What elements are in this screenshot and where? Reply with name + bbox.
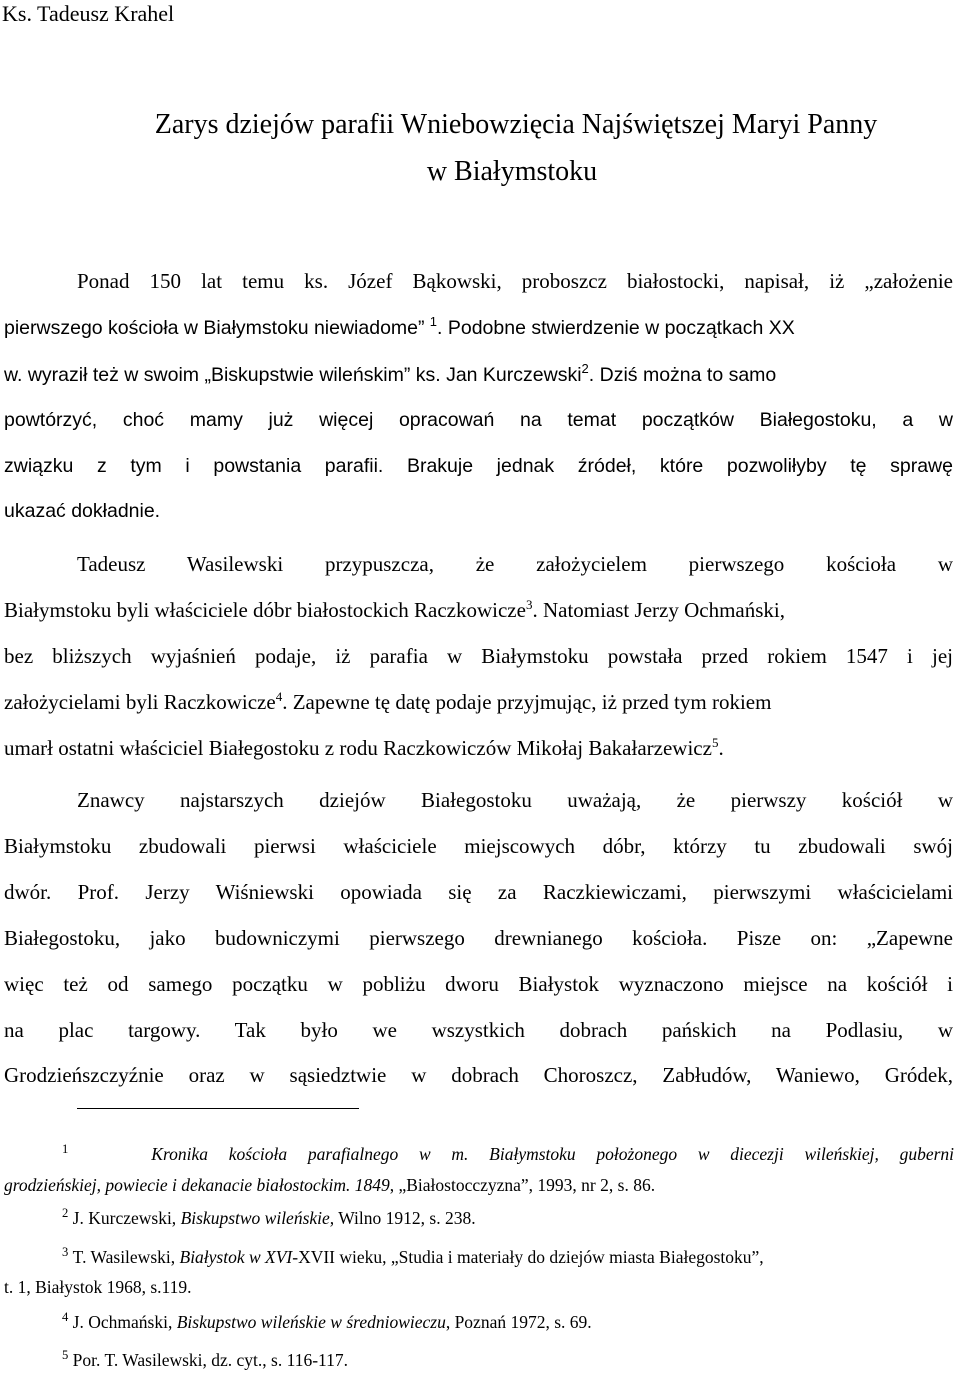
text-run: .: [718, 736, 724, 760]
text-run: w. wyraził też w swoim „Biskupstwie wileńskim” ks. Jan Kurczewski: [4, 364, 582, 386]
text-run: . Natomiast Jerzy Ochmański,: [532, 598, 785, 622]
text-run: Biskupstwo wileńskie w średniowieczu: [176, 1312, 446, 1332]
text-run: Białystok w XVI-: [179, 1247, 299, 1267]
text-run: Wilno 1912, s. 238.: [334, 1208, 476, 1228]
text-line: [4, 314, 795, 341]
text-line: bez bliższych wyjaśnień podaje, iż parafia w Białymstoku powstała przed rokiem 1547 i jej: [4, 644, 953, 668]
text-run: . Podobne stwierdzenie w początkach XX: [437, 317, 795, 339]
text-run: T. Wasilewski,: [72, 1247, 180, 1267]
footnote-5: [62, 1349, 348, 1371]
text-line: więc też od samego początku w pobliżu dworu Białystok wyznaczono miejsce na kościół i: [4, 972, 953, 996]
text-run: pierwszego kościoła w Białymstoku niewiadome”: [4, 317, 425, 339]
text-line: Znawcy najstarszych dziejów Białegostoku uważają, że pierwszy kościół w: [77, 788, 953, 812]
text-line: [4, 735, 724, 761]
text-line: Białymstoku zbudowali pierwsi właściciele miejscowych dóbr, którzy tu zbudowali swój: [4, 834, 953, 858]
footnote-ref-4[interactable]: 4: [275, 689, 283, 704]
text-line: [4, 597, 785, 623]
footnote-ref-3[interactable]: 3: [525, 597, 533, 612]
footnote-ref-2[interactable]: 2: [581, 361, 589, 376]
text-line: powtórzyć, choć mamy już więcej opracowań na temat początków Białegostoku, a w: [4, 409, 953, 431]
footnote-3: [62, 1246, 764, 1268]
text-run: J. Ochmański,: [72, 1312, 177, 1332]
author-name: Ks. Tadeusz Krahel: [2, 1, 175, 26]
text-line: związku z tym i powstania parafii. Brakuje jednak źródeł, które pozwoliłyby tę sprawę: [4, 455, 953, 477]
text-run: Białymstoku byli właściciele dóbr białostockich Raczkowicze: [4, 598, 526, 622]
text-run: XVII wieku, „Studia i materiały do dziejów miasta Białegostoku”,: [298, 1247, 764, 1267]
title-line-2: w Białymstoku: [426, 156, 598, 187]
text-line: dwór. Prof. Jerzy Wiśniewski opowiada się za Raczkiewiczami, pierwszymi właścicielami: [4, 880, 953, 904]
footnote-separator: [77, 1108, 359, 1109]
footnote-number: 2: [62, 1206, 69, 1221]
footnote-number: 3: [62, 1245, 69, 1260]
footnote-number: 4: [62, 1310, 69, 1325]
text-run: Biskupstwo wileńskie,: [180, 1208, 335, 1228]
text-line: Tadeusz Wasilewski przypuszcza, że założycielem pierwszego kościoła w: [77, 552, 953, 576]
footnote-number: 5: [62, 1348, 69, 1363]
text-run: grodzieńskiej, powiecie i dekanacie białostockim. 1849: [4, 1175, 390, 1195]
text-line: na plac targowy. Tak było we wszystkich dobrach pańskich na Podlasiu, w: [4, 1018, 953, 1042]
text-run: Por. T. Wasilewski, dz. cyt., s. 116-117.: [72, 1350, 349, 1370]
footnote-3-cont: t. 1, Białystok 1968, s.119.: [4, 1277, 192, 1297]
text-line: [4, 689, 771, 715]
text-line: ukazać dokładnie.: [4, 500, 161, 522]
text-line: Białegostoku, jako budowniczymi pierwszego drewnianego kościoła. Pisze on: „Zapewne: [4, 926, 953, 950]
text-run: J. Kurczewski,: [72, 1208, 181, 1228]
footnote-1-cont: [4, 1174, 655, 1196]
text-run: . Dziś można to samo: [588, 364, 777, 386]
footnote-4: [62, 1311, 592, 1333]
footnote-2: [62, 1207, 476, 1229]
footnote-ref-5[interactable]: 5: [711, 735, 719, 750]
footnote-number: 1: [62, 1142, 69, 1157]
text-run: umarł ostatni właściciel Białegostoku z rodu Raczkowiczów Mikołaj Bakałarzewicz: [4, 736, 712, 760]
text-line: Ponad 150 lat temu ks. Józef Bąkowski, proboszcz białostocki, napisał, iż „założenie: [77, 269, 953, 293]
text-run: Kronika kościoła parafialnego w m. Białymstoku położonego w diecezji wileńskiej, guberni: [151, 1144, 955, 1164]
text-line: [4, 361, 776, 388]
text-run: założycielami byli Raczkowicze: [4, 690, 276, 714]
footnote-ref-1[interactable]: 1: [429, 314, 438, 329]
text-run: , Poznań 1972, s. 69.: [445, 1312, 592, 1332]
footnote-1: [62, 1143, 954, 1165]
text-run: . Zapewne tę datę podaje przyjmując, iż przed tym rokiem: [282, 690, 772, 714]
text-line: Grodzieńszczyźnie oraz w sąsiedztwie w dobrach Choroszcz, Zabłudów, Waniewo, Gródek,: [4, 1063, 953, 1087]
title-line-1: Zarys dziejów parafii Wniebowzięcia Najświętszej Maryi Panny: [154, 109, 878, 140]
text-run: , „Białostocczyzna”, 1993, nr 2, s. 86.: [389, 1175, 656, 1195]
